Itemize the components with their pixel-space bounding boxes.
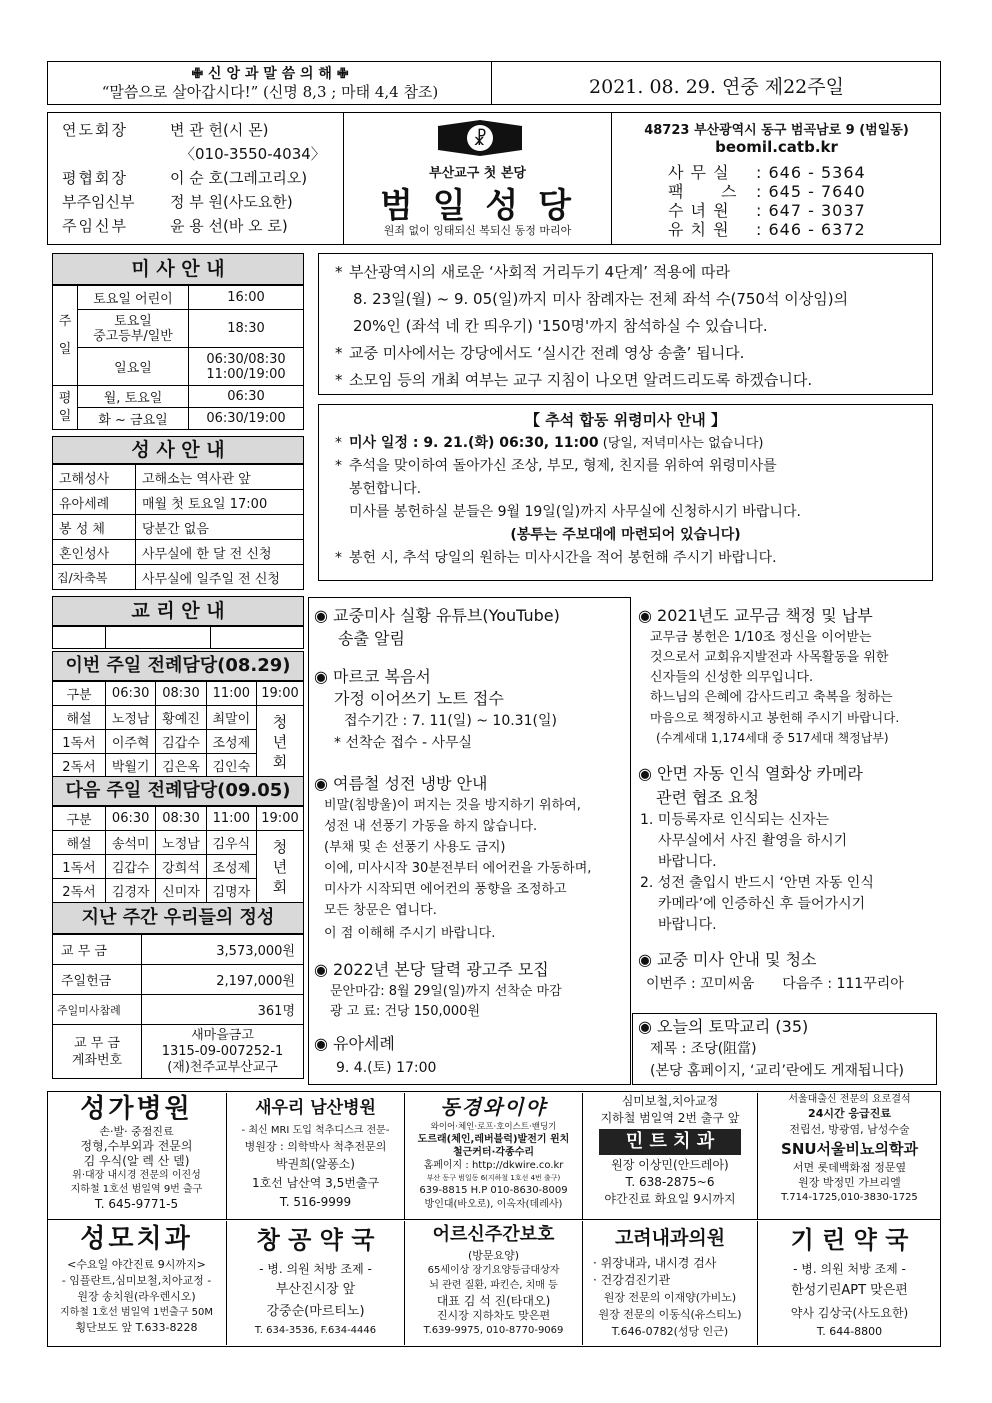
- notice-text: 바랍니다.: [658, 917, 717, 933]
- ad-title: 민 트 치 과: [599, 1129, 741, 1155]
- notice-text: 2. 성전 출입시 반드시 ‘안면 자동 인식: [640, 875, 874, 891]
- ad-text: 진시장 지하차도 맞은편: [436, 1309, 551, 1322]
- officer-list: [62, 119, 342, 239]
- year-motto: ✙ 신 앙 과 말 씀 의 해 ✙: [191, 66, 349, 82]
- ad-text: 병원장 : 의학박사 척추전문의: [244, 1140, 387, 1153]
- duty-next-title: 다음 주일 전례담당(09.05): [52, 776, 304, 806]
- duty-person: 박월기: [106, 754, 156, 778]
- duty-person: 노정남: [106, 706, 156, 730]
- ad-phone: 639-8815 H.P 010-8630-8009: [419, 1185, 568, 1196]
- duty-person: 김갑수: [156, 730, 206, 754]
- notice-text: (본당 홈페이지, ‘교리’란에도 게재됩니다): [650, 1063, 905, 1079]
- notice-heading: ◉ 교중미사 실황 유튜브(YouTube): [314, 606, 560, 625]
- duty-head: 11:00: [206, 682, 256, 706]
- chuseok-text: 봉헌 시, 추석 당일의 원하는 미사시간을 적어 봉헌해 주시기 바랍니다.: [349, 550, 777, 566]
- duty-head: 11:00: [206, 807, 256, 831]
- duty-person: 김경자: [106, 879, 156, 903]
- ad-text: 원장 전문의 이동식(유스티노): [598, 1308, 742, 1321]
- phone-label: 사 무 실: [668, 163, 730, 182]
- account-key: 교 무 금 계좌번호: [53, 1025, 142, 1079]
- chuseok-schedule-note: (당일, 저녁미사는 없습니다): [598, 436, 764, 451]
- mass-time: 16:00: [189, 286, 304, 310]
- duty-head: 08:30: [156, 682, 206, 706]
- duty-role: 해설: [53, 706, 106, 730]
- ad-website: 홈페이지 : http://dkwire.co.kr: [423, 1160, 564, 1171]
- duty-role: 2독서: [53, 754, 106, 778]
- duty-head: 19:00: [257, 807, 304, 831]
- sacrament-value: 매월 첫 토요일 17:00: [136, 490, 304, 515]
- phone-number: : 645 - 7640: [756, 182, 866, 201]
- duty-head: 08:30: [156, 807, 206, 831]
- ad-text: 지하철 1호선 범일역 9번 출구: [70, 1184, 203, 1195]
- ad-daycare-center[interactable]: [405, 1221, 583, 1345]
- sacrament-value: 사무실에 한 달 전 신청: [136, 540, 304, 565]
- bullet-star-icon: *: [335, 263, 343, 281]
- ad-text: 철근커터·각종수리: [452, 1147, 535, 1158]
- notice-heading: ◉ 유아세례: [314, 1034, 395, 1053]
- ad-text: 전립선, 방광염, 남성수술: [789, 1123, 910, 1136]
- ad-text: 약사 김상국(사도요한): [790, 1306, 909, 1320]
- duty-role: 1독서: [53, 730, 106, 754]
- notice-text: (부채 및 손 선풍기 사용도 금지): [324, 840, 506, 855]
- duty-head: 06:30: [106, 807, 156, 831]
- slogan: “말씀으로 살아갑시다!” (신명 8,3 ; 마태 4,4 참조): [101, 83, 439, 101]
- sacrament-title: 성 사 안 내: [52, 436, 304, 464]
- ad-sungga-hospital[interactable]: [47, 1093, 227, 1219]
- ad-text: 서면 롯데백화점 정문옆: [792, 1161, 907, 1174]
- duty-person: 이주혁: [106, 730, 156, 754]
- mass-name: 월, 토요일: [78, 386, 189, 408]
- ad-saeuri-hospital[interactable]: [227, 1093, 405, 1219]
- mass-name: 화 ~ 금요일: [78, 408, 189, 430]
- ad-text: 부산진시장 앞: [275, 1282, 356, 1297]
- notice-text: 비말(침방울)이 퍼지는 것을 방지하기 위하여,: [324, 798, 581, 813]
- ad-text: - 병. 의원 처방 조제 -: [793, 1262, 906, 1276]
- phone-number: : 646 - 5364: [756, 163, 866, 182]
- duty-next-week: [52, 776, 304, 903]
- notice-text: 미사가 시작되면 에어컨의 풍향을 조정하고: [324, 882, 567, 897]
- ad-text: 한성기린APT 맞은편: [791, 1283, 908, 1298]
- ad-title: 창 공 약 국: [256, 1225, 375, 1254]
- ad-goryeo-clinic[interactable]: [583, 1221, 758, 1345]
- notice-text: 교중 미사에서는 강당에서도 ‘실시간 전례 영상 송출’ 됩니다.: [349, 344, 745, 362]
- ad-title: 고려내과의원: [614, 1227, 726, 1249]
- duty-person: 조성제: [206, 730, 256, 754]
- notice-text: 성전 내 선풍기 가동을 하지 않습니다.: [324, 819, 538, 834]
- notice-text: 소모임 등의 개최 여부는 교구 지침이 나오면 알려드리도록 하겠습니다.: [349, 371, 813, 389]
- ad-text: 심미보철,치아교정: [621, 1094, 719, 1108]
- ad-text: 원장 박정민 가브리엘: [798, 1176, 901, 1189]
- notice-text: 접수기간 : 7. 11(일) ~ 10.31(일): [344, 713, 557, 729]
- ad-title: 기 린 약 국: [790, 1225, 909, 1254]
- ad-title: 성모치과: [80, 1224, 193, 1254]
- notice-heading: ◉ 2021년도 교무금 책정 및 납부: [638, 606, 873, 625]
- sacrament-key: 혼인성사: [53, 540, 136, 565]
- church-name: 범 일 성 당: [380, 186, 575, 226]
- mass-name: 토요일 어린이: [78, 286, 189, 310]
- officer-name: 정 부 원(사도요한): [170, 193, 293, 211]
- bullet-star-icon: *: [335, 435, 342, 451]
- duty-youth: 청 년 회: [257, 831, 304, 903]
- ad-text: 방인대(바오로), 이옥자(데레사): [424, 1199, 563, 1210]
- notice-text: 하느님의 은혜에 감사드리고 축복을 청하는: [650, 690, 893, 705]
- officer-role: 연도회장: [62, 121, 128, 139]
- mass-time: 18:30: [189, 310, 304, 348]
- duty-person: 조성제: [206, 855, 256, 879]
- notice-heading: 송출 알림: [338, 629, 405, 648]
- duty-role: 2독서: [53, 879, 106, 903]
- phone-list: [668, 160, 938, 239]
- sacrament-key: 봉 성 체: [53, 515, 136, 540]
- notice-text: 교무금 봉헌은 1/10조 정신을 이어받는: [650, 630, 872, 645]
- notice-text: 부산광역시의 새로운 ‘사회적 거리두기 4단계’ 적용에 따라: [349, 263, 730, 281]
- notice-heading: 관련 협조 요청: [656, 788, 759, 807]
- notice-text: 제목 : 조당(阻當): [650, 1041, 757, 1057]
- ad-text: 부산 동구 범일동 6(지하철 1호선 4번 출구): [426, 1174, 561, 1182]
- ad-phone: T. 516-9999: [279, 1195, 352, 1209]
- church-address: 48723 부산광역시 동구 범곡남로 9 (범일동): [644, 123, 909, 138]
- notice-heading: ◉ 안면 자동 인식 열화상 카메라: [638, 764, 863, 783]
- phone-number: : 647 - 3037: [756, 201, 866, 220]
- notice-text: 문안마감: 8월 29일(일)까지 선착순 마감: [330, 984, 562, 999]
- ad-text: 65세이상 장기요양등급대상자: [427, 1265, 560, 1276]
- duty-role: 해설: [53, 831, 106, 855]
- ad-mint-dental[interactable]: [583, 1093, 758, 1219]
- bullet-star-icon: *: [335, 344, 343, 362]
- duty-head: 06:30: [106, 682, 156, 706]
- sacrament-value: 고해소는 역사관 앞: [136, 465, 304, 490]
- mass-schedule: [52, 253, 304, 430]
- officer-role: 주임신부: [62, 217, 128, 235]
- notice-text: 8. 23일(월) ~ 9. 05(일)까지 미사 참례자는 전체 좌석 수(750석 이상임)의: [353, 290, 849, 308]
- notice-heading: ◉ 교중 미사 안내 및 청소: [638, 950, 817, 969]
- church-motto: 원죄 없이 잉태되신 복되신 동정 마리아: [383, 224, 572, 237]
- ad-title: 어르신주간보호: [432, 1224, 555, 1245]
- offering-title: 지난 주간 우리들의 정성: [52, 902, 304, 934]
- ad-text: 야간진료 화요일 9시까지: [604, 1192, 736, 1206]
- duty-this-week: [52, 651, 304, 778]
- notice-text: 1. 미등록자로 인식되는 신자는: [640, 812, 829, 828]
- ad-text: 도르래(체인,레버블럭)발전기 윈치: [417, 1134, 570, 1145]
- notice-heading: ◉ 오늘의 토막교리 (35): [638, 1017, 809, 1036]
- notice-text: 9. 4.(토) 17:00: [336, 1060, 437, 1076]
- notice-text: 카메라’에 인증하신 후 들어가시기: [658, 896, 866, 912]
- ad-text: 원장 송치원(라우렌시오): [77, 1290, 196, 1303]
- notice-mark-gospel: [314, 666, 632, 754]
- notice-text: (수계세대 1,174세대 중 517세대 책정납부): [656, 731, 889, 745]
- duty-head: 19:00: [257, 682, 304, 706]
- notice-infant-baptism: [314, 1032, 632, 1080]
- notice-heading: ◉ 마르코 복음서: [314, 667, 431, 686]
- offering-key: 주일헌금: [53, 965, 142, 995]
- ad-text: 박권희(알퐁소): [276, 1157, 355, 1171]
- phone-label: 수 녀 원: [668, 201, 730, 220]
- notice-text: 모든 창문은 엽니다.: [324, 903, 437, 918]
- chuseok-text: 봉헌합니다.: [349, 481, 422, 497]
- notice-thermal-camera: [638, 762, 938, 936]
- bullet-star-icon: *: [335, 371, 343, 389]
- notice-heading: ◉ 여름철 성전 냉방 안내: [314, 774, 488, 793]
- duty-person: 김우식: [206, 831, 256, 855]
- ad-text: 위·대장 내시경 전문의 이진성: [72, 1170, 201, 1181]
- church-logo: [430, 118, 530, 158]
- notice-text: 이에, 미사시작 30분전부터 에어컨을 가동하며,: [324, 861, 592, 876]
- offering-info: [52, 902, 304, 1079]
- ad-sungmo-dental[interactable]: [47, 1221, 227, 1345]
- ad-text: (방문요양): [467, 1249, 520, 1262]
- sacrament-value: 당분간 없음: [136, 515, 304, 540]
- ad-text: 뇌 관련 질환, 파킨슨, 치매 등: [429, 1280, 558, 1291]
- duty-this-title: 이번 주일 전례담당(08.29): [52, 651, 304, 681]
- weekday-label: 평 일: [53, 386, 78, 430]
- mass-time: 06:30: [189, 386, 304, 408]
- notice-youtube: [314, 604, 632, 650]
- ad-text: 강중순(마르티노): [266, 1304, 365, 1319]
- account-value: 새마을금고 1315-09-007252-1 (재)천주교부산교구: [142, 1025, 304, 1079]
- chuseok-schedule: 미사 일정 : 9. 21.(화) 06:30, 11:00: [349, 435, 599, 451]
- ad-phone: 횡단보도 앞 T.633-8228: [75, 1321, 198, 1334]
- ad-phone: T. 644-8800: [816, 1325, 883, 1338]
- notice-text: 사무실에서 사진 촬영을 하시기: [658, 833, 848, 849]
- notice-text: * 선착순 접수 - 사무실: [334, 735, 473, 751]
- ad-text: · 위장내과, 내시경 검사: [593, 1256, 717, 1270]
- bulletin-date: 2021. 08. 29. 연중 제22주일: [589, 76, 844, 98]
- bullet-star-icon: *: [335, 458, 342, 474]
- duty-person: 황예진: [156, 706, 206, 730]
- chuseok-envelope: (봉투는 주보대에 마련되어 있습니다): [510, 527, 741, 543]
- notice-cooling: [314, 772, 632, 944]
- notice-cleaning: [638, 948, 938, 996]
- notice-thomas: [638, 1016, 934, 1082]
- ad-phone: T.646-0782(성당 인근): [611, 1325, 729, 1338]
- duty-head: 구분: [53, 682, 106, 706]
- duty-youth: 청 년 회: [257, 706, 304, 778]
- notice-calendar: [314, 958, 632, 1022]
- notices-middle: [314, 604, 632, 1080]
- phone-number: : 646 - 6372: [756, 220, 866, 239]
- ad-title: 동경와이야: [440, 1095, 547, 1119]
- offering-key: 주일미사참례: [53, 995, 142, 1025]
- mass-name: 토요일 중고등부/일반: [78, 310, 189, 348]
- duty-role: 1독서: [53, 855, 106, 879]
- ad-phone: T. 645-9771-5: [94, 1197, 179, 1211]
- ad-title: 성가병원: [80, 1094, 193, 1124]
- church-website[interactable]: beomil.catb.kr: [715, 138, 838, 156]
- doctrine-title: 교 리 안 내: [52, 596, 304, 626]
- mass-time: 06:30/08:30 11:00/19:00: [189, 348, 304, 386]
- ad-text: - 임플란트,심미보철,치아교정 -: [61, 1274, 212, 1287]
- notice-text: 것으로서 교회유지발전과 사목활동을 위한: [650, 650, 889, 665]
- ad-phone: T.639-9975, 010-8770-9069: [423, 1325, 564, 1336]
- ad-text: 1호선 남산역 3,5번출구: [251, 1176, 380, 1190]
- phone-label: 팩 스: [668, 182, 738, 201]
- notice-text: 신자들의 신성한 의무입니다.: [650, 670, 814, 685]
- duty-person: 최말이: [206, 706, 256, 730]
- duty-head: 구분: [53, 807, 106, 831]
- ads-divider: [47, 1219, 941, 1220]
- ad-girin-pharmacy[interactable]: [758, 1221, 941, 1345]
- mass-title: 미 사 안 내: [52, 253, 304, 285]
- ad-text: · 건강검진기관: [593, 1273, 671, 1287]
- notice-tithe: [638, 604, 938, 748]
- svg-text:☧: ☧: [472, 129, 488, 150]
- doctrine-info: [52, 596, 304, 649]
- notice-text: 20%인 (좌석 네 칸 띄우기) '150명'까지 참석하실 수 있습니다.: [353, 317, 768, 335]
- mass-name: 일요일: [78, 348, 189, 386]
- ad-text: 와이어·체인·로프·호이스트·밴딩기: [430, 1122, 557, 1132]
- officer-phone: 〈010-3550-4034〉: [180, 145, 326, 163]
- ad-dongkyung-wire[interactable]: [405, 1093, 583, 1219]
- ad-phone: T. 634-3536, F.634-4446: [254, 1325, 377, 1336]
- duty-person: 송석미: [106, 831, 156, 855]
- sacrament-value: 사무실에 일주일 전 신청: [136, 565, 304, 590]
- phone-label: 유 치 원: [668, 220, 730, 239]
- sunday-label: 주 일: [53, 286, 78, 386]
- cleaning-this: 이번주 : 꼬미씨움: [646, 976, 755, 992]
- ad-snu-urology[interactable]: [758, 1093, 941, 1219]
- notice-text: 바랍니다.: [658, 854, 717, 870]
- ad-text: 원장 전문의 이재양(가비노): [603, 1291, 737, 1304]
- duty-person: 김은옥: [156, 754, 206, 778]
- offering-value: 361명: [142, 995, 304, 1025]
- duty-person: 김갑수: [106, 855, 156, 879]
- ad-phone: T. 638-2875~6: [625, 1175, 715, 1189]
- ad-text: 24시간 응급진료: [808, 1107, 891, 1120]
- duty-person: 강희석: [156, 855, 206, 879]
- notice-heading: 가정 이어쓰기 노트 접수: [334, 689, 504, 708]
- ad-title: SNU서울비뇨의학과: [781, 1140, 918, 1158]
- chuseok-text: 미사를 봉헌하실 분들은 9월 19일(일)까지 사무실에 신청하시기 바랍니다.: [349, 504, 801, 520]
- officer-role: 부주임신부: [62, 193, 135, 211]
- duty-person: 노정남: [156, 831, 206, 855]
- offering-key: 교 무 금: [53, 935, 142, 965]
- notice-text: 광 고 료: 건당 150,000원: [330, 1004, 481, 1019]
- ad-text: 지하철 범일역 2번 출구 앞: [600, 1111, 740, 1125]
- offering-value: 3,573,000원: [142, 935, 304, 965]
- ad-text: 정형,수부외과 전문의: [80, 1139, 193, 1153]
- ad-text: <수요일 야간진료 9시까지>: [67, 1258, 206, 1271]
- sacrament-key: 유아세례: [53, 490, 136, 515]
- ad-text: 지하철 1호선 범일역 1번출구 50M: [59, 1307, 214, 1318]
- notice-heading: ◉ 2022년 본당 달력 광고주 모집: [314, 960, 549, 979]
- ad-text: 대표 김 석 진(타대오): [436, 1294, 551, 1308]
- officer-name: 이 순 호(그레고리오): [170, 169, 308, 187]
- chuseok-title: 【 추석 합동 위령미사 안내 】: [524, 411, 726, 429]
- sacrament-key: 고해성사: [53, 465, 136, 490]
- notice-text: 마음으로 책정하시고 봉헌해 주시기 바랍니다.: [650, 710, 900, 725]
- officer-role: 평협회장: [62, 169, 128, 187]
- bullet-star-icon: *: [335, 550, 342, 566]
- church-subtitle: 부산교구 첫 본당: [429, 166, 526, 181]
- ad-title: 새우리 남산병원: [255, 1098, 376, 1118]
- cleaning-next: 다음주 : 111꾸리아: [782, 976, 904, 992]
- notice-chuseok: [318, 404, 933, 581]
- mass-time: 06:30/19:00: [189, 408, 304, 430]
- ad-text: 김 우식(알 렉 산 델): [83, 1154, 190, 1168]
- ad-text: - 최신 MRI 도입 척추디스크 전문-: [241, 1125, 390, 1136]
- sacrament-info: [52, 436, 304, 590]
- ad-text: 서울대출신 전문의 요로결석: [788, 1094, 911, 1105]
- notice-text: 이 점 이해해 주시기 바랍니다.: [324, 926, 496, 941]
- duty-person: 김인숙: [206, 754, 256, 778]
- officer-name: 윤 용 선(바 오 로): [170, 217, 288, 235]
- ad-changgong-pharmacy[interactable]: [227, 1221, 405, 1345]
- duty-person: 신미자: [156, 879, 206, 903]
- sacrament-key: 집/차축복: [53, 565, 136, 590]
- notices-right: [638, 604, 938, 996]
- duty-person: 김명자: [206, 879, 256, 903]
- offering-value: 2,197,000원: [142, 965, 304, 995]
- notice-distancing: [318, 253, 933, 395]
- ad-text: - 병. 의원 처방 조제 -: [259, 1262, 372, 1276]
- officer-name: 변 관 헌(시 몬): [170, 121, 269, 139]
- ad-phone: T.714-1725,010-3830-1725: [781, 1192, 918, 1203]
- chuseok-text: 추석을 맞이하여 돌아가신 조상, 부모, 형제, 친지를 위하여 위령미사를: [349, 458, 777, 474]
- ad-text: 손·발· 중점진료: [99, 1125, 174, 1138]
- ad-text: 원장 이상민(안드레아): [611, 1158, 729, 1172]
